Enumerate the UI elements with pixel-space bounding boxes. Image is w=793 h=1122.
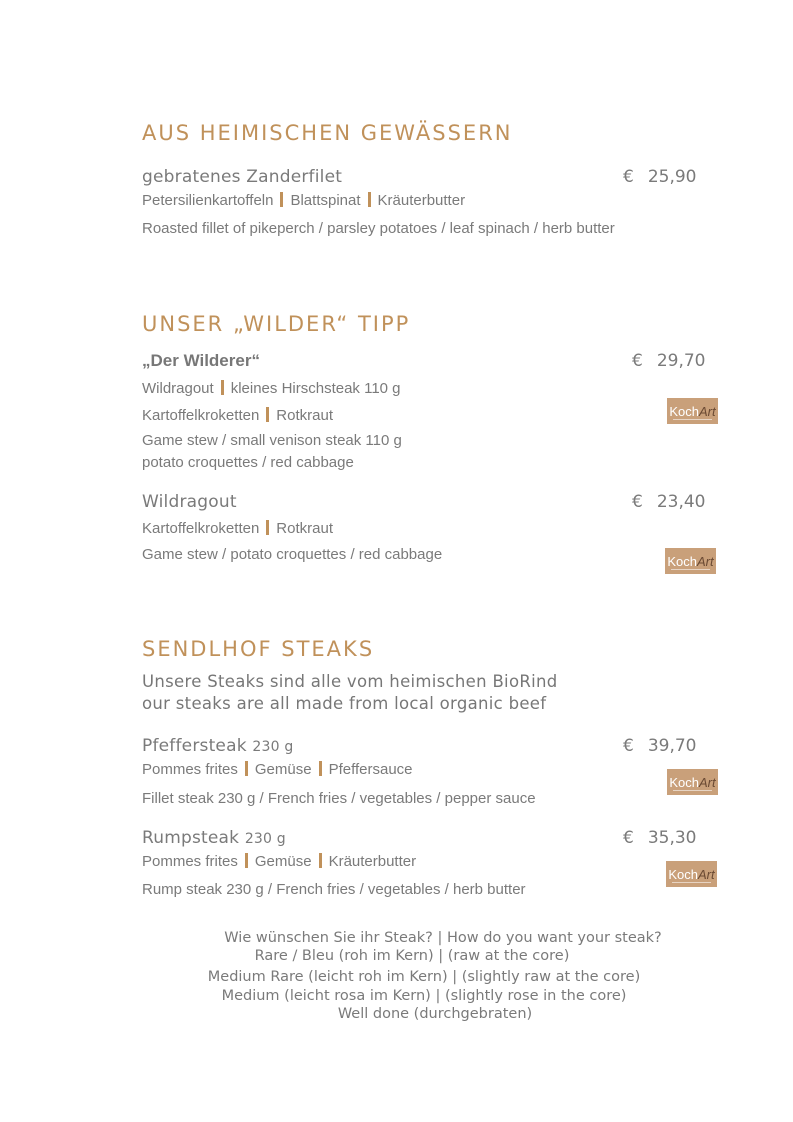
logo-text-art: Art [698, 866, 715, 882]
dish-name-wilderer: „Der Wilderer“ [142, 351, 260, 370]
kochart-logo [667, 398, 718, 424]
separator-bar [280, 192, 283, 207]
side-item: Pfeffersauce [328, 761, 413, 778]
english-wilderer-line1: Game stew / small venison steak 110 g [142, 432, 402, 449]
separator-bar [368, 192, 371, 207]
price-value: 35,30 [647, 828, 697, 848]
side-item: Gemüse [254, 761, 312, 778]
side-item: Gemüse [254, 853, 312, 870]
separator-bar [245, 853, 248, 868]
price-zander [623, 167, 697, 187]
sides-pfeffersteak [142, 761, 413, 778]
dish-name-zander: gebratenes Zanderfilet [142, 167, 343, 187]
price-value: 25,90 [647, 167, 697, 187]
currency-symbol: € [623, 167, 634, 187]
side-item: Pommes frites [142, 761, 238, 778]
doneness-well-done: Well done (durchgebraten) [337, 1006, 533, 1022]
logo-text-art: Art [697, 553, 714, 569]
english-zander: Roasted fillet of pikeperch / parsley potatoes / leaf spinach / herb butter [142, 220, 615, 237]
steaks-intro-line1: Unsere Steaks sind alle vom heimischen BioRind [142, 672, 558, 691]
currency-symbol: € [632, 351, 643, 371]
price-pfeffersteak [623, 736, 697, 756]
english-wildragout: Game stew / potato croquettes / red cabbage [142, 546, 443, 563]
price-value: 23,40 [656, 492, 706, 512]
logo-text-art: Art [699, 403, 716, 419]
doneness-medium: Medium (leicht rosa im Kern) | (slightly rose in the core) [221, 988, 627, 1004]
dish-weight: 230 g [244, 831, 286, 847]
dish-title: Rumpsteak [142, 828, 240, 848]
side-item: Kartoffelkroketten [142, 407, 260, 424]
side-item: Petersilienkartoffeln [142, 192, 274, 209]
english-pfeffersteak: Fillet steak 230 g / French fries / vegetables / pepper sauce [142, 790, 536, 807]
side-item: Kräuterbutter [328, 853, 417, 870]
separator-bar [319, 761, 322, 776]
doneness-medium-rare: Medium Rare (leicht roh im Kern) | (slightly raw at the core) [207, 969, 641, 985]
sides-wildragout [142, 520, 333, 537]
dish-name-wildragout: Wildragout [142, 492, 237, 512]
currency-symbol: € [632, 492, 643, 512]
side-item: kleines Hirschsteak 110 g [230, 380, 401, 397]
sides-rumpsteak [142, 853, 416, 870]
english-wilderer-line2: potato croquettes / red cabbage [142, 454, 354, 471]
dish-title: Pfeffersteak [142, 736, 247, 756]
sides-zander [142, 192, 465, 209]
sides-wilderer-line1 [142, 380, 401, 397]
logo-text-koch: Koch [669, 774, 699, 790]
doneness-rare: Rare / Bleu (roh im Kern) | (raw at the core) [254, 948, 570, 964]
currency-symbol: € [623, 828, 634, 848]
kochart-logo [665, 548, 716, 574]
separator-bar [245, 761, 248, 776]
side-item: Pommes frites [142, 853, 238, 870]
price-wilderer [632, 351, 706, 371]
kochart-logo [667, 769, 718, 795]
dish-weight: 230 g [252, 739, 294, 755]
side-item: Wildragout [142, 380, 214, 397]
separator-bar [266, 520, 269, 535]
logo-text-koch: Koch [669, 403, 699, 419]
separator-bar [266, 407, 269, 422]
price-rumpsteak [623, 828, 697, 848]
price-wildragout [632, 492, 706, 512]
sides-wilderer-line2 [142, 407, 333, 424]
section-heading-fish: AUS HEIMISCHEN GEWÄSSERN [142, 121, 513, 145]
section-heading-game: UNSER „WILDER“ TIPP [142, 312, 411, 336]
side-item: Kartoffelkroketten [142, 520, 260, 537]
side-item: Blattspinat [290, 192, 361, 209]
dish-name-pfeffersteak [142, 736, 293, 756]
price-value: 39,70 [647, 736, 697, 756]
separator-bar [319, 853, 322, 868]
section-heading-steaks: SENDLHOF STEAKS [142, 637, 375, 661]
side-item: Rotkraut [276, 407, 333, 424]
logo-text-art: Art [699, 774, 716, 790]
logo-text-koch: Koch [668, 866, 698, 882]
english-rumpsteak: Rump steak 230 g / French fries / vegetables / herb butter [142, 881, 526, 898]
side-item: Rotkraut [276, 520, 333, 537]
logo-text-koch: Koch [667, 553, 697, 569]
separator-bar [221, 380, 224, 395]
currency-symbol: € [623, 736, 634, 756]
dish-name-rumpsteak [142, 828, 286, 848]
kochart-logo [666, 861, 717, 887]
price-value: 29,70 [656, 351, 706, 371]
doneness-question: Wie wünschen Sie ihr Steak? | How do you want your steak? [224, 930, 662, 946]
steaks-intro-line2: our steaks are all made from local organic beef [142, 694, 547, 713]
side-item: Kräuterbutter [377, 192, 466, 209]
